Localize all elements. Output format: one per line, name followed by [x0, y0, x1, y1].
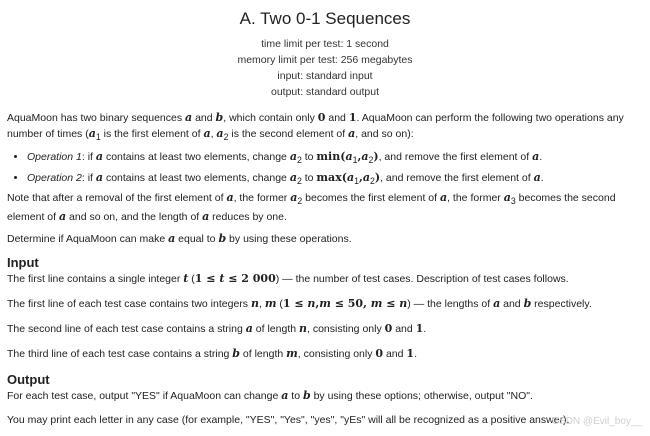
- output-line-1: For each test case, output "YES" if AquaMoon can change a to b by using these options; otherwise, output "NO".: [7, 389, 533, 402]
- statement-determine: Determine if AquaMoon can make a equal to b by using these operations.: [7, 232, 352, 245]
- statement-note: Note that after a removal of the first element of a, the former $a_2$ becomes the first element of a, the former $a_3$ becomes the second element of a and so on, and the length of a reduces by one.: [7, 191, 616, 224]
- statement-paragraph-1: AquaMoon has two binary sequences a and b, which contain only 0 and 1. AquaMoon can perform the following two operations any number of times ($a_1$ is the first element of a, $a_2$ is the second element of a, and so on):: [7, 111, 624, 143]
- input-spec: input: standard input: [277, 70, 373, 82]
- input-heading: Input: [7, 255, 39, 270]
- watermark: CSDN @Evil_boy__: [551, 416, 642, 427]
- operation-1: • Operation 1: if a contains at least two elements, change $a_2$ to $\min(a_1,a_2)$, and remove the first element of a.: [27, 148, 640, 169]
- input-line-2: The first line of each test case contains two integers n, m (1 ≤ n,m ≤ 50, m ≤ n) — the lengths of a and b respectively.: [7, 297, 592, 310]
- problem-title: A. Two 0-1 Sequences: [239, 9, 411, 28]
- memory-limit: memory limit per test: 256 megabytes: [237, 54, 413, 66]
- operation-2: • Operation 2: if a contains at least two elements, change $a_2$ to $\max(a_1,a_2)$, and remove the first element of a.: [27, 169, 640, 190]
- output-spec: output: standard output: [271, 86, 379, 98]
- output-heading: Output: [7, 372, 50, 387]
- input-line-4: The third line of each test case contains a string b of length m, consisting only 0 and 1.: [7, 347, 417, 360]
- operations-list: [7, 148, 640, 190]
- time-limit: time limit per test: 1 second: [261, 38, 389, 50]
- input-line-3: The second line of each test case contains a string a of length n, consisting only 0 and 1.: [7, 322, 427, 335]
- output-line-2: You may print each letter in any case (for example, "YES", "Yes", "yes", "yEs" will all be recognized as a positive answer).: [7, 414, 570, 426]
- input-line-1: The first line contains a single integer t (1 ≤ t ≤ 2 000) — the number of test cases. Description of test cases follows.: [7, 272, 569, 285]
